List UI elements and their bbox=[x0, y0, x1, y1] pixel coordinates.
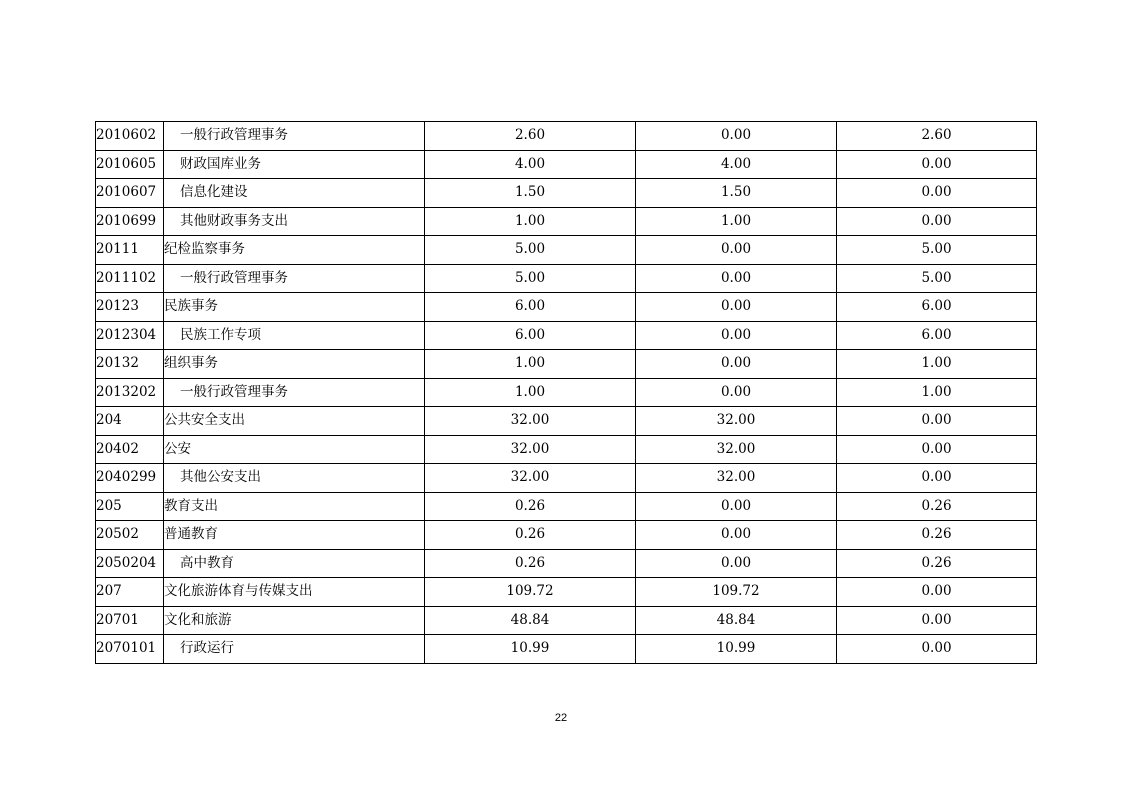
item-name-cell: 信息化建设 bbox=[164, 179, 425, 208]
code-cell: 2070101 bbox=[96, 635, 164, 664]
total-cell: 6.00 bbox=[425, 293, 636, 322]
table-row bbox=[96, 635, 1037, 664]
total-cell: 32.00 bbox=[425, 407, 636, 436]
basic-expenditure-cell: 0.00 bbox=[636, 521, 837, 550]
table-row bbox=[96, 321, 1037, 350]
item-name-cell: 纪检监察事务 bbox=[164, 236, 425, 265]
project-expenditure-cell: 0.26 bbox=[837, 492, 1037, 521]
basic-expenditure-cell: 4.00 bbox=[636, 150, 837, 179]
project-expenditure-cell: 0.00 bbox=[837, 207, 1037, 236]
table-row bbox=[96, 378, 1037, 407]
item-name-cell: 教育支出 bbox=[164, 492, 425, 521]
total-cell: 0.26 bbox=[425, 521, 636, 550]
table-row bbox=[96, 492, 1037, 521]
code-cell: 207 bbox=[96, 578, 164, 607]
total-cell: 1.50 bbox=[425, 179, 636, 208]
project-expenditure-cell: 0.00 bbox=[837, 635, 1037, 664]
item-name-cell: 一般行政管理事务 bbox=[164, 264, 425, 293]
basic-expenditure-cell: 0.00 bbox=[636, 492, 837, 521]
project-expenditure-cell: 0.00 bbox=[837, 407, 1037, 436]
total-cell: 1.00 bbox=[425, 378, 636, 407]
basic-expenditure-cell: 0.00 bbox=[636, 236, 837, 265]
item-name-cell: 财政国库业务 bbox=[164, 150, 425, 179]
item-name-cell: 其他财政事务支出 bbox=[164, 207, 425, 236]
basic-expenditure-cell: 32.00 bbox=[636, 407, 837, 436]
total-cell: 4.00 bbox=[425, 150, 636, 179]
item-name-cell: 组织事务 bbox=[164, 350, 425, 379]
project-expenditure-cell: 0.00 bbox=[837, 606, 1037, 635]
table-row bbox=[96, 122, 1037, 151]
project-expenditure-cell: 0.26 bbox=[837, 549, 1037, 578]
item-name-cell: 行政运行 bbox=[164, 635, 425, 664]
project-expenditure-cell: 0.00 bbox=[837, 179, 1037, 208]
basic-expenditure-cell: 0.00 bbox=[636, 293, 837, 322]
code-cell: 20132 bbox=[96, 350, 164, 379]
basic-expenditure-cell: 32.00 bbox=[636, 435, 837, 464]
code-cell: 20502 bbox=[96, 521, 164, 550]
table-row bbox=[96, 407, 1037, 436]
basic-expenditure-cell: 1.00 bbox=[636, 207, 837, 236]
item-name-cell: 文化和旅游 bbox=[164, 606, 425, 635]
code-cell: 205 bbox=[96, 492, 164, 521]
table-row bbox=[96, 150, 1037, 179]
basic-expenditure-cell: 1.50 bbox=[636, 179, 837, 208]
page-number: 22 bbox=[554, 712, 568, 724]
project-expenditure-cell: 0.26 bbox=[837, 521, 1037, 550]
code-cell: 2012304 bbox=[96, 321, 164, 350]
code-cell: 204 bbox=[96, 407, 164, 436]
table-row bbox=[96, 464, 1037, 493]
code-cell: 2010602 bbox=[96, 122, 164, 151]
basic-expenditure-cell: 0.00 bbox=[636, 549, 837, 578]
code-cell: 20402 bbox=[96, 435, 164, 464]
table-row bbox=[96, 521, 1037, 550]
item-name-cell: 一般行政管理事务 bbox=[164, 378, 425, 407]
item-name-cell: 一般行政管理事务 bbox=[164, 122, 425, 151]
item-name-cell: 高中教育 bbox=[164, 549, 425, 578]
total-cell: 6.00 bbox=[425, 321, 636, 350]
total-cell: 10.99 bbox=[425, 635, 636, 664]
total-cell: 32.00 bbox=[425, 464, 636, 493]
project-expenditure-cell: 0.00 bbox=[837, 578, 1037, 607]
project-expenditure-cell: 0.00 bbox=[837, 150, 1037, 179]
total-cell: 0.26 bbox=[425, 549, 636, 578]
item-name-cell: 公安 bbox=[164, 435, 425, 464]
project-expenditure-cell: 6.00 bbox=[837, 293, 1037, 322]
basic-expenditure-cell: 109.72 bbox=[636, 578, 837, 607]
total-cell: 48.84 bbox=[425, 606, 636, 635]
total-cell: 5.00 bbox=[425, 264, 636, 293]
total-cell: 1.00 bbox=[425, 207, 636, 236]
item-name-cell: 民族工作专项 bbox=[164, 321, 425, 350]
basic-expenditure-cell: 10.99 bbox=[636, 635, 837, 664]
item-name-cell: 普通教育 bbox=[164, 521, 425, 550]
basic-expenditure-cell: 32.00 bbox=[636, 464, 837, 493]
total-cell: 1.00 bbox=[425, 350, 636, 379]
table-row bbox=[96, 549, 1037, 578]
basic-expenditure-cell: 0.00 bbox=[636, 350, 837, 379]
table-row bbox=[96, 578, 1037, 607]
code-cell: 2010607 bbox=[96, 179, 164, 208]
code-cell: 2010605 bbox=[96, 150, 164, 179]
table-row bbox=[96, 606, 1037, 635]
table-body bbox=[96, 122, 1037, 664]
item-name-cell: 文化旅游体育与传媒支出 bbox=[164, 578, 425, 607]
table-row bbox=[96, 264, 1037, 293]
expenditure-table bbox=[95, 121, 1037, 664]
table-row bbox=[96, 435, 1037, 464]
project-expenditure-cell: 0.00 bbox=[837, 435, 1037, 464]
basic-expenditure-cell: 0.00 bbox=[636, 122, 837, 151]
project-expenditure-cell: 6.00 bbox=[837, 321, 1037, 350]
code-cell: 2040299 bbox=[96, 464, 164, 493]
code-cell: 20701 bbox=[96, 606, 164, 635]
total-cell: 2.60 bbox=[425, 122, 636, 151]
basic-expenditure-cell: 48.84 bbox=[636, 606, 837, 635]
item-name-cell: 民族事务 bbox=[164, 293, 425, 322]
code-cell: 2011102 bbox=[96, 264, 164, 293]
project-expenditure-cell: 2.60 bbox=[837, 122, 1037, 151]
basic-expenditure-cell: 0.00 bbox=[636, 264, 837, 293]
table-row bbox=[96, 293, 1037, 322]
total-cell: 5.00 bbox=[425, 236, 636, 265]
code-cell: 2050204 bbox=[96, 549, 164, 578]
basic-expenditure-cell: 0.00 bbox=[636, 378, 837, 407]
table-row bbox=[96, 207, 1037, 236]
project-expenditure-cell: 0.00 bbox=[837, 464, 1037, 493]
basic-expenditure-cell: 0.00 bbox=[636, 321, 837, 350]
code-cell: 20123 bbox=[96, 293, 164, 322]
total-cell: 32.00 bbox=[425, 435, 636, 464]
project-expenditure-cell: 1.00 bbox=[837, 350, 1037, 379]
table-row bbox=[96, 236, 1037, 265]
project-expenditure-cell: 5.00 bbox=[837, 236, 1037, 265]
project-expenditure-cell: 5.00 bbox=[837, 264, 1037, 293]
item-name-cell: 公共安全支出 bbox=[164, 407, 425, 436]
code-cell: 2013202 bbox=[96, 378, 164, 407]
table-row bbox=[96, 179, 1037, 208]
code-cell: 20111 bbox=[96, 236, 164, 265]
project-expenditure-cell: 1.00 bbox=[837, 378, 1037, 407]
table-row bbox=[96, 350, 1037, 379]
total-cell: 0.26 bbox=[425, 492, 636, 521]
item-name-cell: 其他公安支出 bbox=[164, 464, 425, 493]
total-cell: 109.72 bbox=[425, 578, 636, 607]
code-cell: 2010699 bbox=[96, 207, 164, 236]
